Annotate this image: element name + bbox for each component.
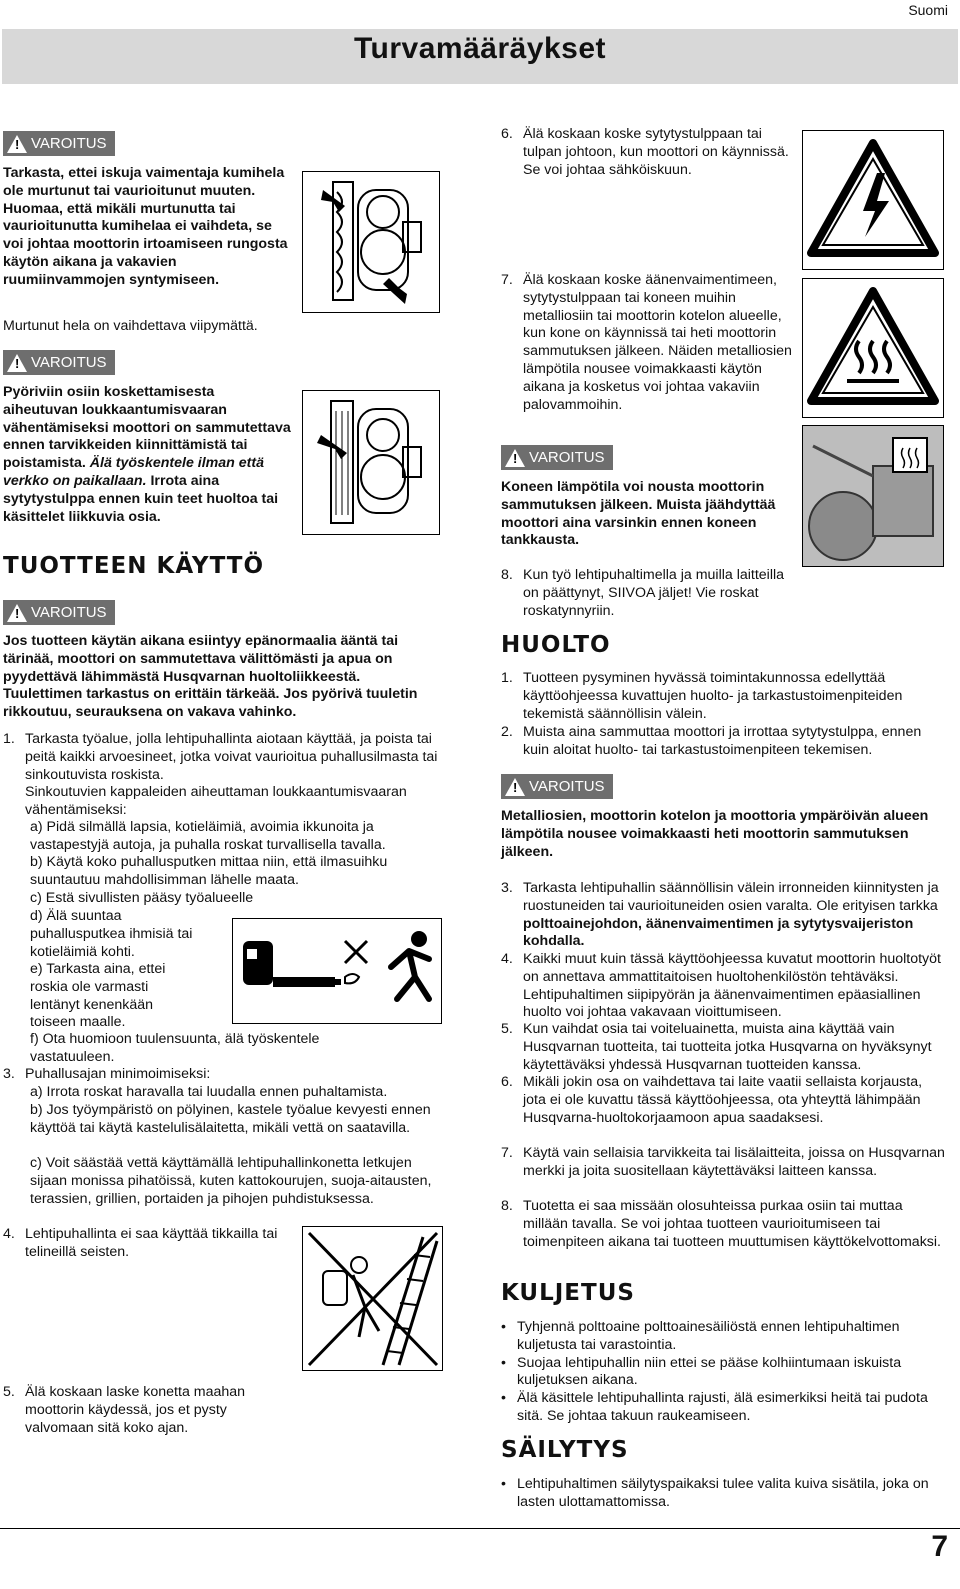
warning-triangle-icon: ! — [505, 449, 525, 467]
list-item: 4. Kaikki muut kuin tässä käyttöohjeessa kuvatut moottorin huoltotyöt on annettava ammattitaitoisen huoltohenkilöstön tehtäväksi. Lehtipuhaltimen siipipyörän ja äänenvaimentimen epäasiallinen huolto voi johtaa vakavaan vioittumiseen. — [501, 951, 941, 1021]
engine-figure-2 — [302, 390, 440, 535]
warning-badge: ! VAROITUS — [3, 131, 115, 156]
list-item: • Tyhjennä polttoaine polttoainesäiliöstä ennen lehtipuhaltimen kuljetusta tai varastointia. — [501, 1319, 947, 1355]
language-label: Suomi — [908, 2, 948, 18]
list-subitem: c) Voit säästää vettä käyttämällä lehtipuhallinkonetta letkujen sijaan monissa pihatöissä, kuten kattokourujen, suoja-aitausten, terassien, grillien, portaiden ja pihojen puhdistuksessa. — [30, 1155, 432, 1207]
engine-photo — [802, 425, 944, 567]
list-subitem: b) Jos työympäristö on pölyinen, kastele työalue kevyesti ennen käyttöä tai käytä kastelulisälaitetta, mikäli vettä on saatavilla. — [30, 1102, 431, 1136]
list-item: 1. Tuotteen pysyminen hyvässä toimintakunnossa edellyttää käyttöohjeessa kuvattujen huolto- ja tarkastustoimenpiteiden tekemistä säännöllisin välein. — [501, 670, 903, 722]
warning-triangle-icon: ! — [7, 135, 27, 153]
section-heading-transport: KULJETUS — [501, 1280, 635, 1306]
list-item: 4. Lehtipuhallinta ei saa käyttää tikkailla tai telineillä seisten. — [3, 1226, 278, 1260]
transport-list — [501, 1319, 947, 1426]
section-heading-maintenance: HUOLTO — [501, 632, 611, 658]
electric-shock-icon — [803, 131, 943, 269]
warning-badge: ! VAROITUS — [501, 445, 613, 470]
list-item: 2. Muista aina sammuttaa moottori ja irrottaa sytytystulppa, ennen kuin aloitat huolto- tai tarkastustoimenpiteen tekemisen. — [501, 724, 922, 758]
list-item: • Älä käsittele lehtipuhallinta rajusti, älä esimerkiksi heitä tai pudota sitä. Se johtaa takuun raukeamiseen. — [501, 1390, 947, 1426]
list-item: • Suojaa lehtipuhallin niin ettei se pääse kolhiintumaan iskuista kuljetuksen aikana. — [501, 1355, 947, 1391]
warning-text-2: Pyöriviin osiin koskettamisesta aiheutuvan loukkaantumisvaaran vähentämiseksi moottori on sammutettava ennen tarvikkeiden kiinnittämistä tai poistamista. Älä työskentele ilman että verkko on paikallaan. Irrota aina sytytystulppa ennen kuin teet huoltoa tai käsittelet liikkuvia osia. — [3, 384, 291, 525]
list-subitem: e) Tarkasta aina, ettei roskia ole varmasti lentänyt kenenkään toiseen maalle. — [30, 961, 166, 1031]
list-item: 1. Tarkasta työalue, jolla lehtipuhallinta aiotaan käyttää, ja poista tai peitä kaikki arvoesineet, jotka voivat vaurioitua puhallusilmasta tai sinkoutuvista roskista. Sinkoutuvien kappaleiden aiheuttaman loukkaantumisvaaran vähentämiseksi: — [3, 731, 438, 819]
shock-warning-figure — [802, 130, 944, 270]
list-item: 5. Älä koskaan laske konetta maahan moottorin käydessä, jos et pysty valvomaan sitä koko ajan. — [3, 1384, 246, 1436]
list-item: 8. Kun työ lehtipuhaltimella ja muilla laitteilla on päättynyt, SIIVOA jäljet! Vie roskat roskatynnyriin. — [501, 567, 785, 619]
warning-badge: ! VAROITUS — [501, 774, 613, 799]
blower-direction-figure — [232, 918, 442, 1024]
hot-surface-icon — [803, 279, 943, 417]
storage-list — [501, 1476, 947, 1512]
warning-text-3: Jos tuotteen käytän aikana esiintyy epänormaalia ääntä tai tärinää, moottori on sammutettava välittömästi ja apua on pyydettävä lähimmästä Husqvarnan huoltoliikkeestä. Tuulettimen tarkastus on erittäin tärkeää. Jos pyörivä tuuletin rikkoutuu, seurauksena on vakava vahinko. — [3, 633, 418, 721]
list-item: 8. Tuotetta ei saa missään olosuhteissa purkaa osiin tai muttaa millään tavalla. Se voi johtaa tuotteen vaurioitumiseen tai toimenpiteen aikana tai tuotteen muuttumisen käyttökelvottomaksi. — [501, 1198, 941, 1250]
list-item: 3. Puhallusajan minimoimiseksi: — [3, 1066, 211, 1082]
list-subitem: d) Älä suuntaa puhallusputkea ihmisiä tai kotieläimiä kohti. — [30, 908, 193, 960]
footer-divider — [0, 1528, 960, 1529]
warning-text-1: Tarkasta, ettei iskuja vaimentaja kumihela ole murtunut tai vaurioitunut muuten. Huomaa, että mikäli murtunutta tai vaurioitunutta kumihelaa ei vaihdeta, se voi johtaa moottorin irtoamiseen rungosta käytön aikana ja vakavien ruumiinvammojen syntymiseen. — [3, 165, 288, 288]
warning-badge: ! VAROITUS — [3, 600, 115, 625]
list-subitem: c) Estä sivullisten pääsy työalueelle — [30, 890, 254, 906]
engine-figure-1 — [302, 171, 440, 313]
page-number: 7 — [931, 1530, 948, 1563]
list-item: 3. Tarkasta lehtipuhallin säännöllisin välein irronneiden kiinnitysten ja ruostuneiden tai vaurioituneiden osien varalta. Ole erityisen tarkka polttoainejohdon, äänenvaimentimen ja sytytysvaijeriston kohdalla. — [501, 880, 939, 950]
warning-triangle-icon: ! — [7, 354, 27, 372]
warning-triangle-icon: ! — [505, 778, 525, 796]
list-subitem: b) Käytä koko puhallusputken mittaa niin, että ilmasuihku suuntautuu mahdollisimman lähelle maata. — [30, 854, 388, 888]
ladder-prohibited-figure — [302, 1226, 443, 1371]
hot-surface-figure — [802, 278, 944, 418]
list-item: • Lehtipuhaltimen säilytyspaikaksi tulee valita kuiva sisätila, joka on lasten ulottamattomissa. — [501, 1476, 947, 1512]
page-title: Turvamääräykset — [353, 32, 607, 65]
list-subitem: f) Ota huomioon tuulensuunta, älä työskentele vastatuuleen. — [30, 1031, 320, 1065]
section-heading-storage: SÄILYTYS — [501, 1437, 629, 1463]
broken-ring-note: Murtunut hela on vaihdettava viipymättä. — [3, 318, 258, 334]
list-item: 7. Käytä vain sellaisia tarvikkeita tai lisälaitteita, joissa on Husqvarnan merkki ja joita suositellaan käytettäväksi laitteen kanssa. — [501, 1145, 945, 1179]
warning-badge: ! VAROITUS — [3, 350, 115, 375]
list-item: 6. Älä koskaan koske sytytystulppaan tai tulpan johtoon, kun moottori on käynnissä. Se voi johtaa sähköiskuun. — [501, 126, 789, 178]
warning-triangle-icon: ! — [7, 604, 27, 622]
list-subitem: a) Pidä silmällä lapsia, kotieläimiä, avoimia ikkunoita ja vastapestyjä autoja, ja puhalla roskat turvallisella tavalla. — [30, 819, 386, 853]
list-item: 6. Mikäli jokin osa on vaihdettava tai laite vaatii sellaista korjausta, jota ei ole kuvattu tässä käyttöohjeessa, ota yhteyttä lähimpään Husqvarna-huoltokorjaamoon apua saadaksesi. — [501, 1074, 923, 1126]
list-subitem: a) Irrota roskat haravalla tai luudalla ennen puhaltamista. — [30, 1084, 388, 1100]
warning-text-5: Metalliosien, moottorin kotelon ja moottoria ympäröivän alueen lämpötila nousee voimakkaasti heti moottorin sammutuksen jälkeen. — [501, 808, 929, 860]
warning-text-4: Koneen lämpötila voi nousta moottorin sammutuksen jälkeen. Muista jäähdyttää moottori aina varsinkin ennen koneen tankkausta. — [501, 479, 776, 549]
list-item: 7. Älä koskaan koske äänenvaimentimeen, sytytystulppaan tai koneen muihin metalliosiin tai moottorin kotelon alueelle, kun kone on käynnissä tai heti moottorin sammutuksen jälkeen. Näiden metalliosien lämpötila nousee voimakkaasti käytön aikana ja kosketus voi johtaa vakaviin palovammoihin. — [501, 272, 792, 413]
list-item: 5. Kun vaihdat osia tai voiteluainetta, muista aina käyttää vain Husqvarnan tuotteita, tai tuotteita jotka Husqvarna on hyväksynyt käytettäväksi yhdessä Husqvarnan tuotteiden kanssa. — [501, 1021, 932, 1073]
section-heading-use: TUOTTEEN KÄYTTÖ — [3, 553, 265, 579]
